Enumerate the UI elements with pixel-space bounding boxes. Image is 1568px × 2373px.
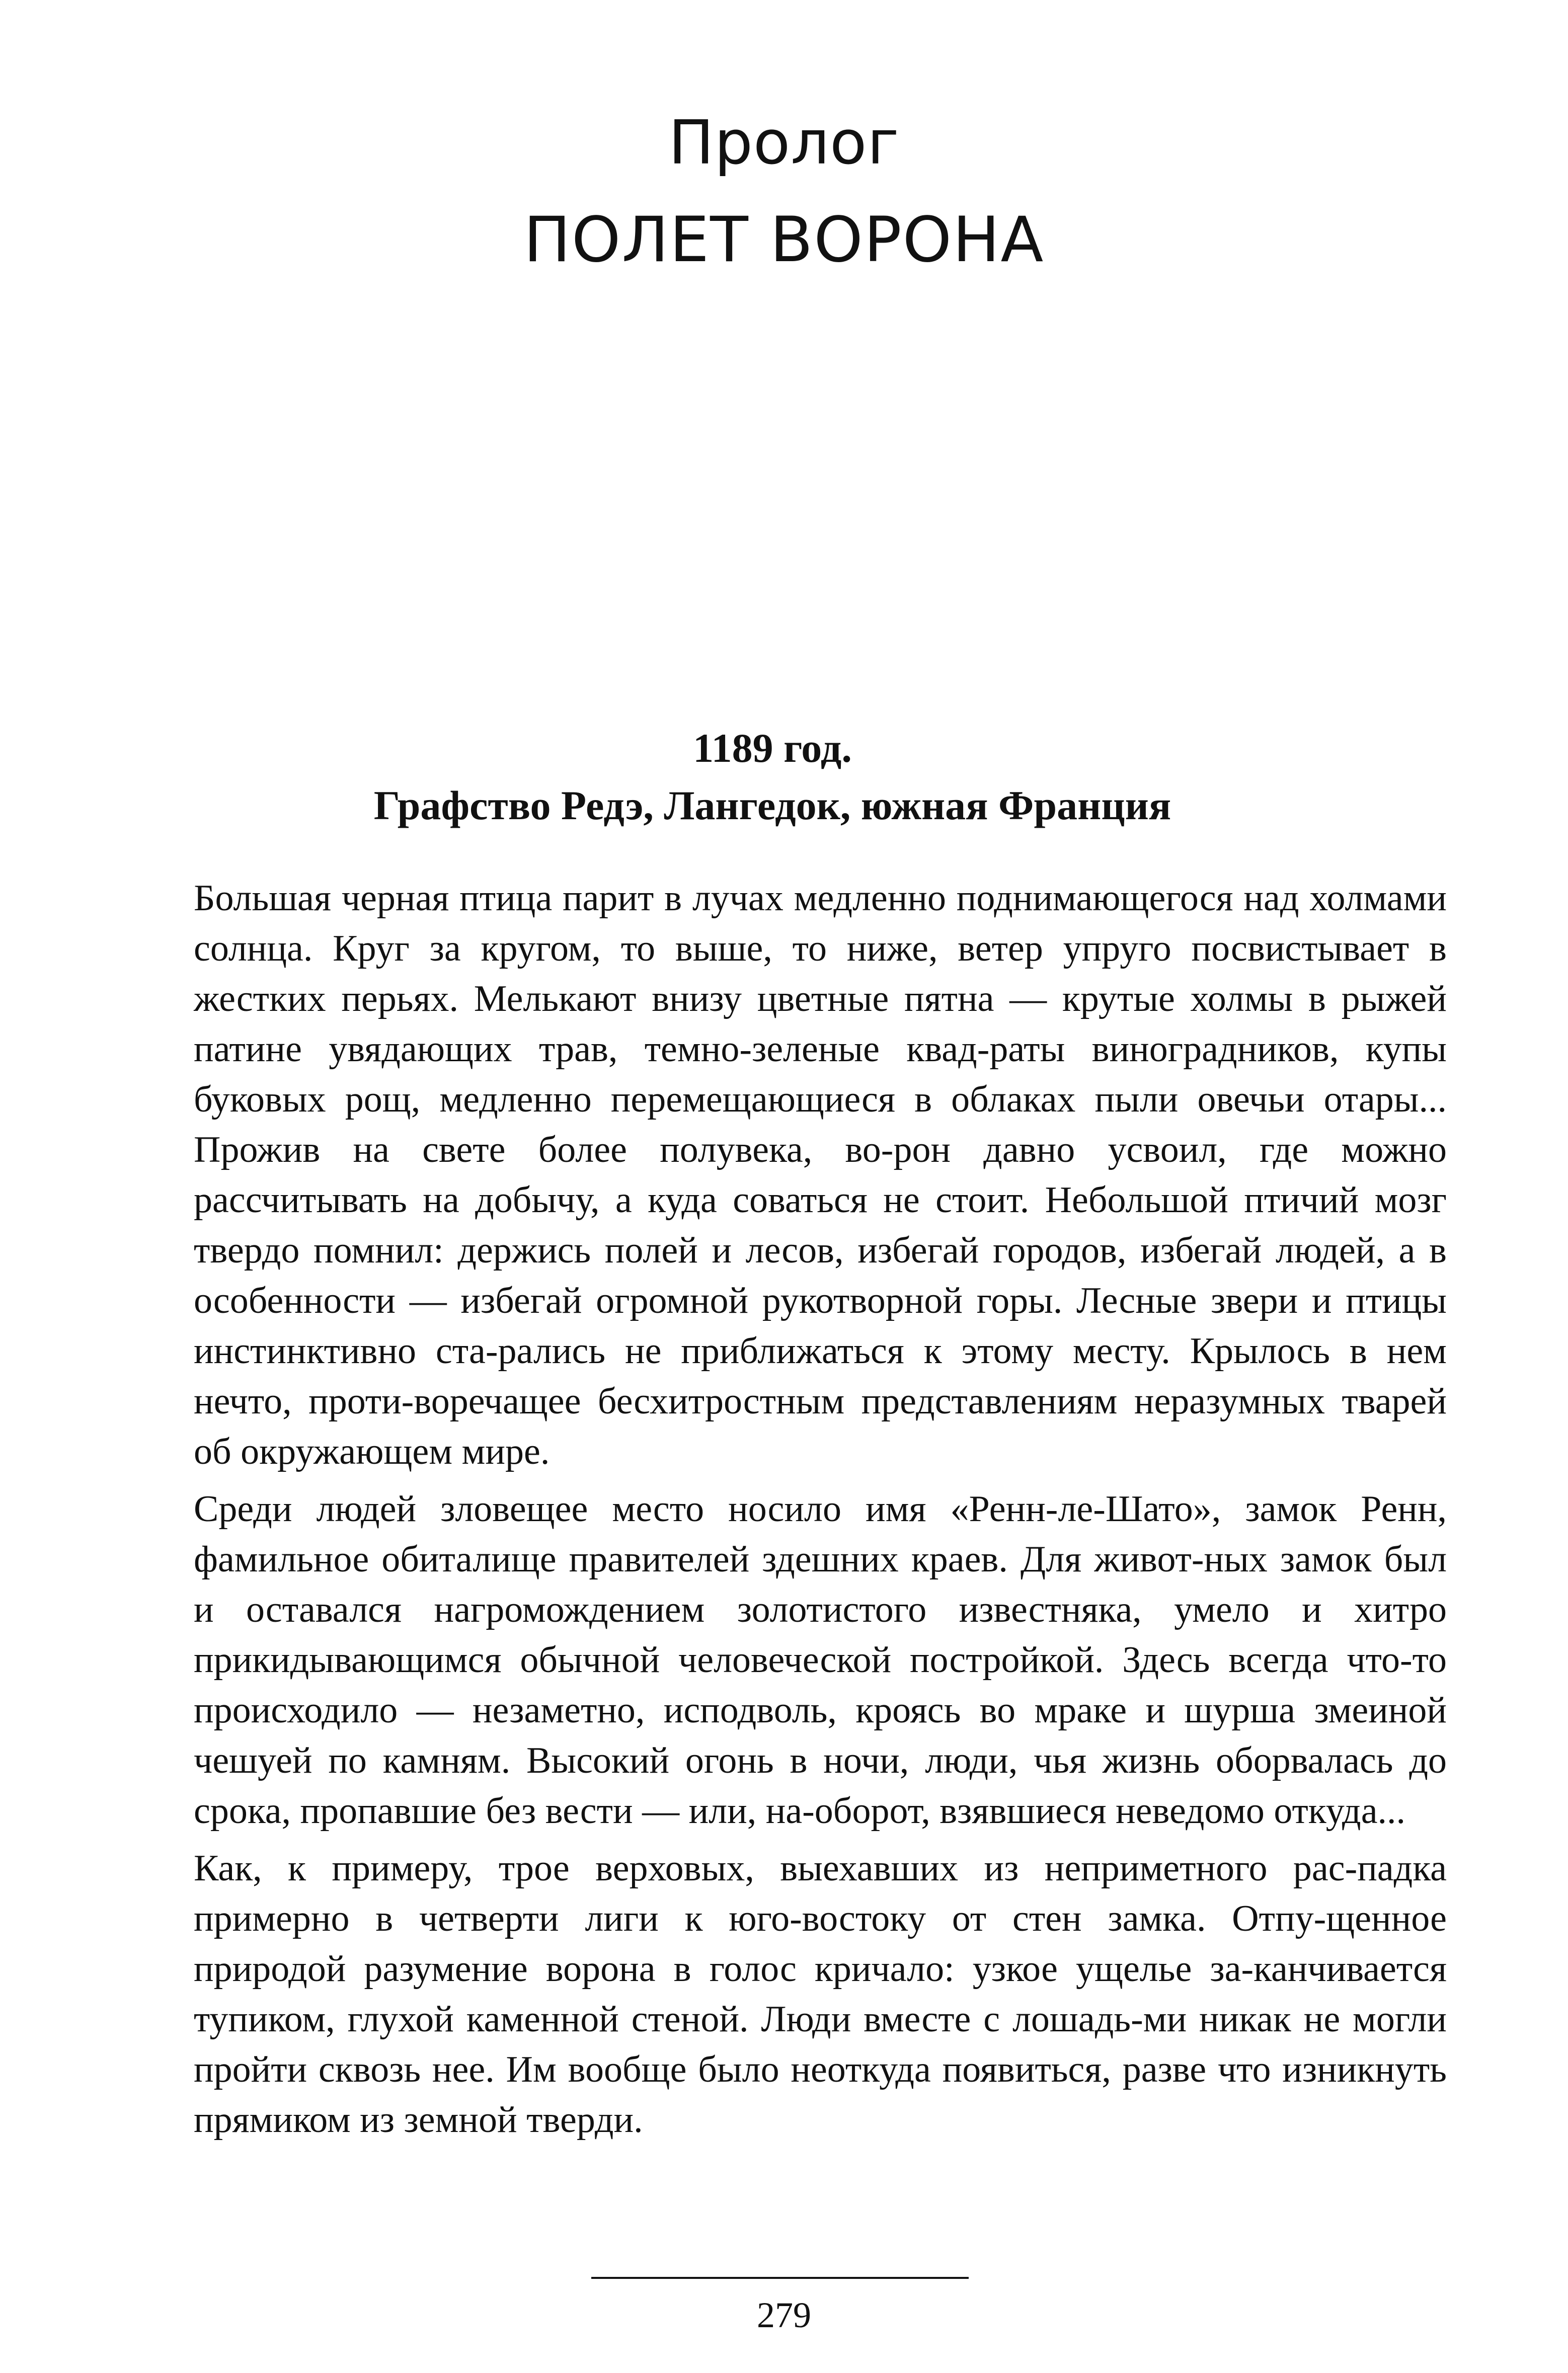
prologue-label: Пролог <box>668 108 900 178</box>
footer-rule <box>591 2277 969 2279</box>
section-heading <box>186 720 1359 834</box>
page-number: 279 <box>757 2295 811 2335</box>
paragraph-2: Среди людей зловещее место носило имя «Ренн-ле-Шато», замок Ренн, фамильное обиталище правителей здешних краев. Для живот-ных замок был и оставался нагромождением золотистого известняка, умело и хитро прикидывающимся обычной человеческой постройкой. Здесь всегда что-то происходило — незаметно, исподволь, кроясь во мраке и шурша змеиной чешуей по камням. Высокий огонь в ночи, люди, чья жизнь оборвалась до срока, пропавшие без вести — или, на-оборот, взявшиеся неведомо откуда... <box>194 1488 1447 1832</box>
paragraph-3: Как, к примеру, трое верховых, выехавших из неприметного рас-падка примерно в четверти лиги к юго-востоку от стен замка. Отпу-щенное природой разумение ворона в голос кричало: узкое ущелье за-канчивается тупиком, глухой каменной стеной. Люди вместе с лошадь-ми никак не могли пройти сквозь нее. Им вообще было неоткуда появиться, разве что изникнуть прямиком из земной тверди. <box>194 1848 1447 2141</box>
body-text <box>194 873 1447 2145</box>
section-year: 1189 год. <box>693 725 852 771</box>
section-place: Графство Редэ, Лангедок, южная Франция <box>373 782 1171 828</box>
chapter-title: ПОЛЕТ ВОРОНА <box>523 204 1045 276</box>
paragraph-1: Большая черная птица парит в лучах медленно поднимающегося над холмами солнца. Круг за кругом, то выше, то ниже, ветер упруго посвистывает в жестких перьях. Мелькают внизу цветные пятна — крутые холмы в рыжей патине увядающих трав, темно-зеленые квад-раты виноградников, купы буковых рощ, медленно перемещающиеся в облаках пыли овечьи отары... Прожив на свете более полувека, во-рон давно усвоил, где можно рассчитывать на добычу, а куда соваться не стоит. Небольшой птичий мозг твердо помнил: держись полей и лесов, избегай городов, избегай людей, а в особенности — избегай огромной рукотворной горы. Лесные звери и птицы инстинктивно ста-рались не приближаться к этому месту. Крылось в нем нечто, проти-воречащее бесхитростным представлениям неразумных тварей об окружающем мире. <box>194 878 1447 1472</box>
